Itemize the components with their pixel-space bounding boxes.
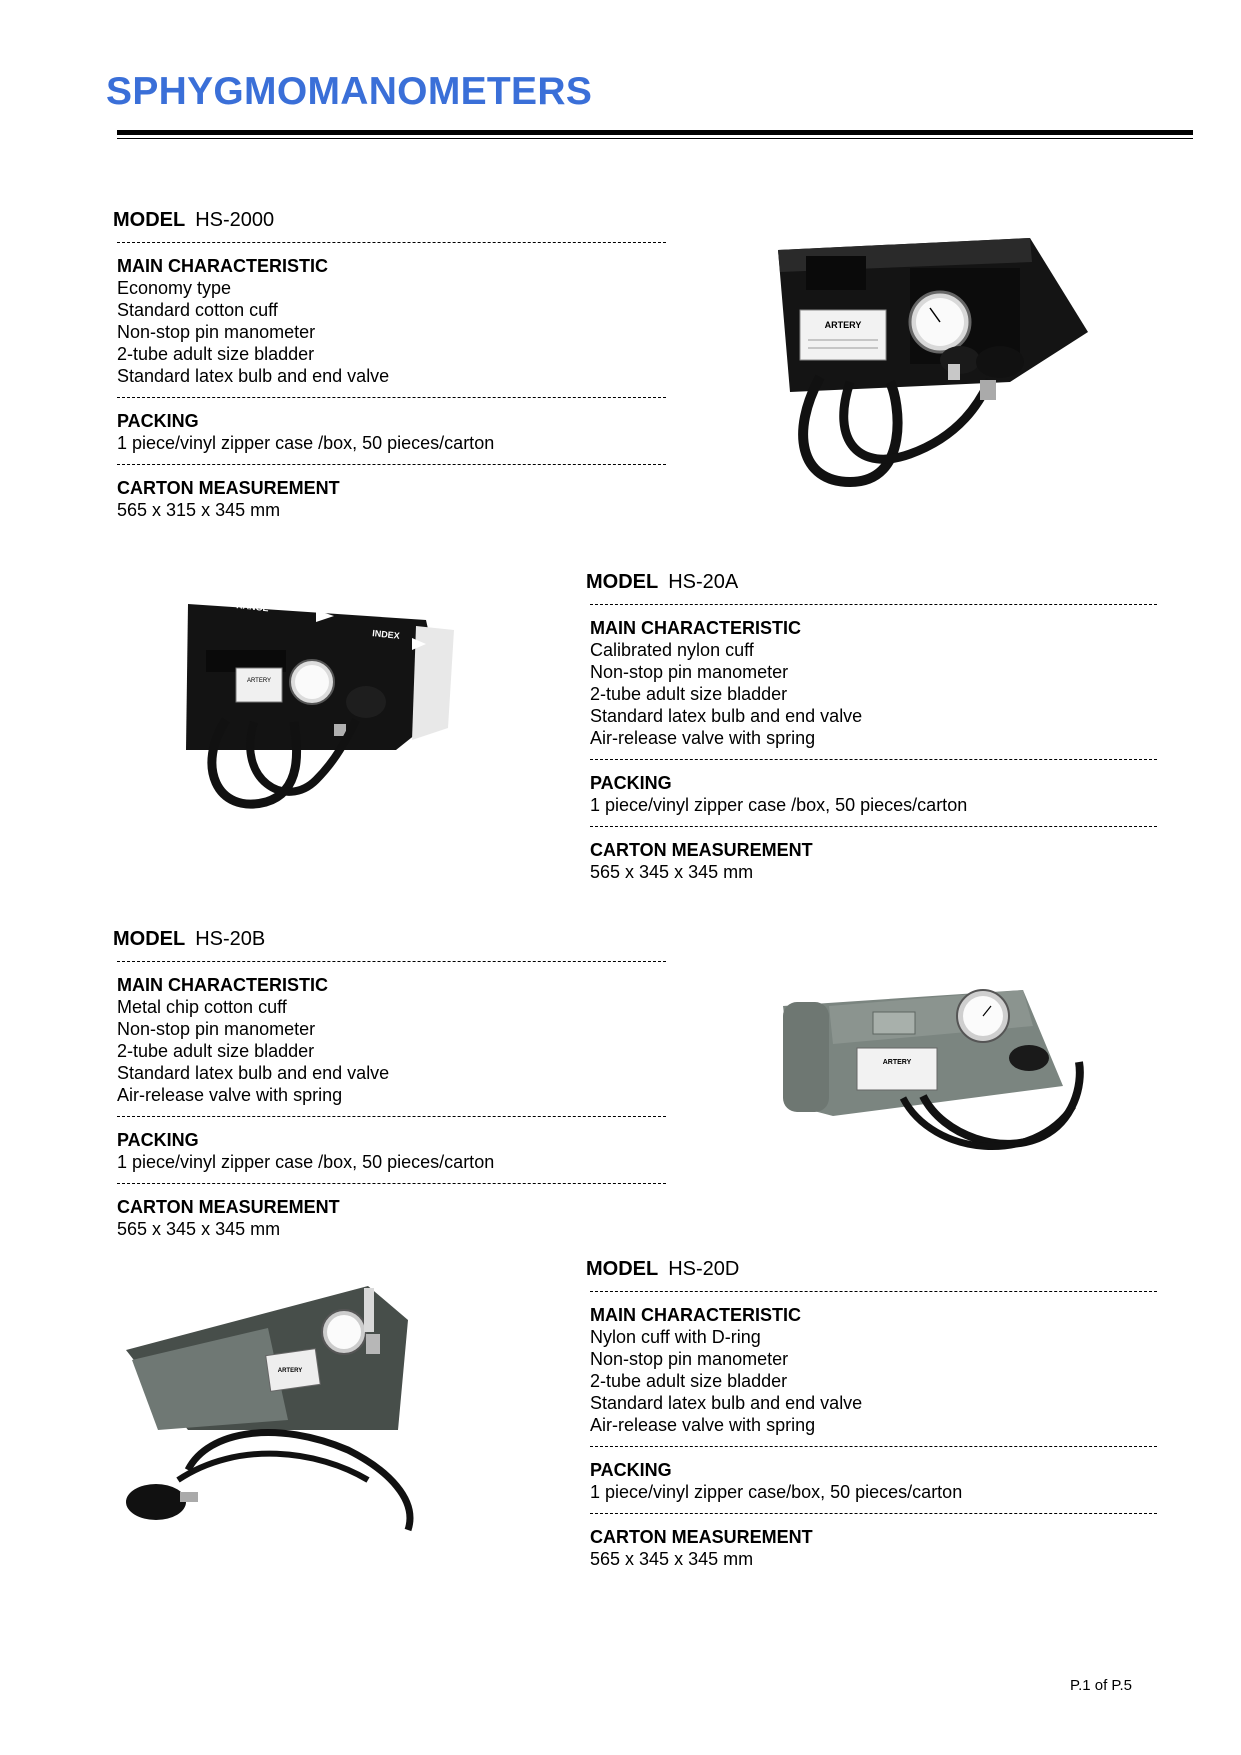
characteristic-item: Economy type xyxy=(117,278,232,298)
characteristic-item: Non-stop pin manometer xyxy=(117,1019,316,1039)
packing-text: 1 piece/vinyl zipper case /box, 50 pieces/carton xyxy=(117,1152,495,1172)
characteristic-item: Calibrated nylon cuff xyxy=(590,640,754,660)
dashed-divider xyxy=(117,464,666,477)
model-number: HS-20A xyxy=(668,571,739,593)
characteristic-item: Standard cotton cuff xyxy=(117,300,278,320)
product-block-hs-20d xyxy=(586,1257,1157,1570)
packing-text: 1 piece/vinyl zipper case /box, 50 pieces/carton xyxy=(590,795,968,815)
dashed-divider xyxy=(117,242,666,255)
model-label: MODEL xyxy=(586,1258,659,1280)
characteristic-item: 2-tube adult size bladder xyxy=(117,1041,315,1061)
characteristic-item: Air-release valve with spring xyxy=(590,1415,816,1435)
product-block-hs-20a xyxy=(586,570,1157,883)
artery-label xyxy=(800,310,886,360)
characteristic-item: 2-tube adult size bladder xyxy=(590,684,788,704)
characteristic-item: Standard latex bulb and end valve xyxy=(117,366,390,386)
carton-measurement-value: 565 x 345 x 345 mm xyxy=(117,1219,281,1239)
packing-heading: PACKING xyxy=(117,411,199,431)
model-label: MODEL xyxy=(113,209,186,231)
dashed-divider xyxy=(590,759,1157,772)
model-number: HS-20B xyxy=(195,928,266,950)
characteristic-item: Nylon cuff with D-ring xyxy=(590,1327,761,1347)
carton-measurement-value: 565 x 315 x 345 mm xyxy=(117,500,281,520)
main-characteristic-heading: MAIN CHARACTERISTIC xyxy=(590,618,801,638)
main-characteristic-heading: MAIN CHARACTERISTIC xyxy=(117,256,328,276)
carton-measurement-value: 565 x 345 x 345 mm xyxy=(590,862,754,882)
title-rule-thin xyxy=(117,138,1193,139)
product-photo-hs-2000 xyxy=(770,232,1100,522)
artery-label-small: ARTERY xyxy=(246,678,272,684)
range-label: RANGE xyxy=(235,600,270,614)
product-photo-hs-20a xyxy=(176,590,460,825)
characteristic-item: Standard latex bulb and end valve xyxy=(590,1393,863,1413)
dashed-divider xyxy=(590,1446,1157,1459)
dashed-divider xyxy=(590,826,1157,839)
packing-text: 1 piece/vinyl zipper case/box, 50 pieces/carton xyxy=(590,1482,963,1502)
dashed-divider xyxy=(590,1513,1157,1526)
page-title: SPHYGMOMANOMETERS xyxy=(106,70,593,113)
characteristic-item: 2-tube adult size bladder xyxy=(590,1371,788,1391)
model-label: MODEL xyxy=(113,928,186,950)
dashed-divider xyxy=(117,1183,666,1196)
carton-measurement-heading: CARTON MEASUREMENT xyxy=(117,478,340,498)
characteristic-item: Metal chip cotton cuff xyxy=(117,997,287,1017)
product-block-hs-20b xyxy=(113,927,666,1240)
packing-heading: PACKING xyxy=(117,1130,199,1150)
dashed-divider xyxy=(590,604,1157,617)
model-number: HS-20D xyxy=(668,1258,740,1280)
model-heading xyxy=(586,1257,1157,1281)
product-block-hs-2000 xyxy=(113,208,666,521)
dashed-divider xyxy=(590,1291,1157,1304)
dashed-divider xyxy=(117,961,666,974)
artery-label-text: ARTERY xyxy=(824,320,862,330)
index-label: INDEX xyxy=(371,628,401,641)
characteristic-item: Non-stop pin manometer xyxy=(117,322,316,342)
title-rule-thick xyxy=(117,130,1193,135)
packing-heading: PACKING xyxy=(590,773,672,793)
model-number: HS-2000 xyxy=(195,209,275,231)
characteristic-item: Standard latex bulb and end valve xyxy=(590,706,863,726)
characteristic-item: Air-release valve with spring xyxy=(590,728,816,748)
dashed-divider xyxy=(117,397,666,410)
characteristic-item: 2-tube adult size bladder xyxy=(117,344,315,364)
product-photo-hs-20b xyxy=(773,966,1140,1171)
carton-measurement-value: 565 x 345 x 345 mm xyxy=(590,1549,754,1569)
characteristic-item: Standard latex bulb and end valve xyxy=(117,1063,390,1083)
packing-text: 1 piece/vinyl zipper case /box, 50 pieces/carton xyxy=(117,433,495,453)
model-heading xyxy=(113,927,666,951)
product-photo-hs-20d xyxy=(118,1280,503,1540)
carton-measurement-heading: CARTON MEASUREMENT xyxy=(117,1197,340,1217)
main-characteristic-heading: MAIN CHARACTERISTIC xyxy=(117,975,328,995)
dashed-divider xyxy=(117,1116,666,1129)
carton-measurement-heading: CARTON MEASUREMENT xyxy=(590,1527,813,1547)
page-number: P.1 of P.5 xyxy=(1070,1677,1133,1694)
characteristic-item: Non-stop pin manometer xyxy=(590,662,789,682)
artery-label-grey: ARTERY xyxy=(882,1059,912,1066)
artery-label-d-ring: ARTERY xyxy=(277,1368,303,1374)
main-characteristic-heading: MAIN CHARACTERISTIC xyxy=(590,1305,801,1325)
carton-measurement-heading: CARTON MEASUREMENT xyxy=(590,840,813,860)
model-label: MODEL xyxy=(586,571,659,593)
characteristic-item: Non-stop pin manometer xyxy=(590,1349,789,1369)
model-heading xyxy=(113,208,666,232)
packing-heading: PACKING xyxy=(590,1460,672,1480)
model-heading xyxy=(586,570,1157,594)
characteristic-item: Air-release valve with spring xyxy=(117,1085,343,1105)
